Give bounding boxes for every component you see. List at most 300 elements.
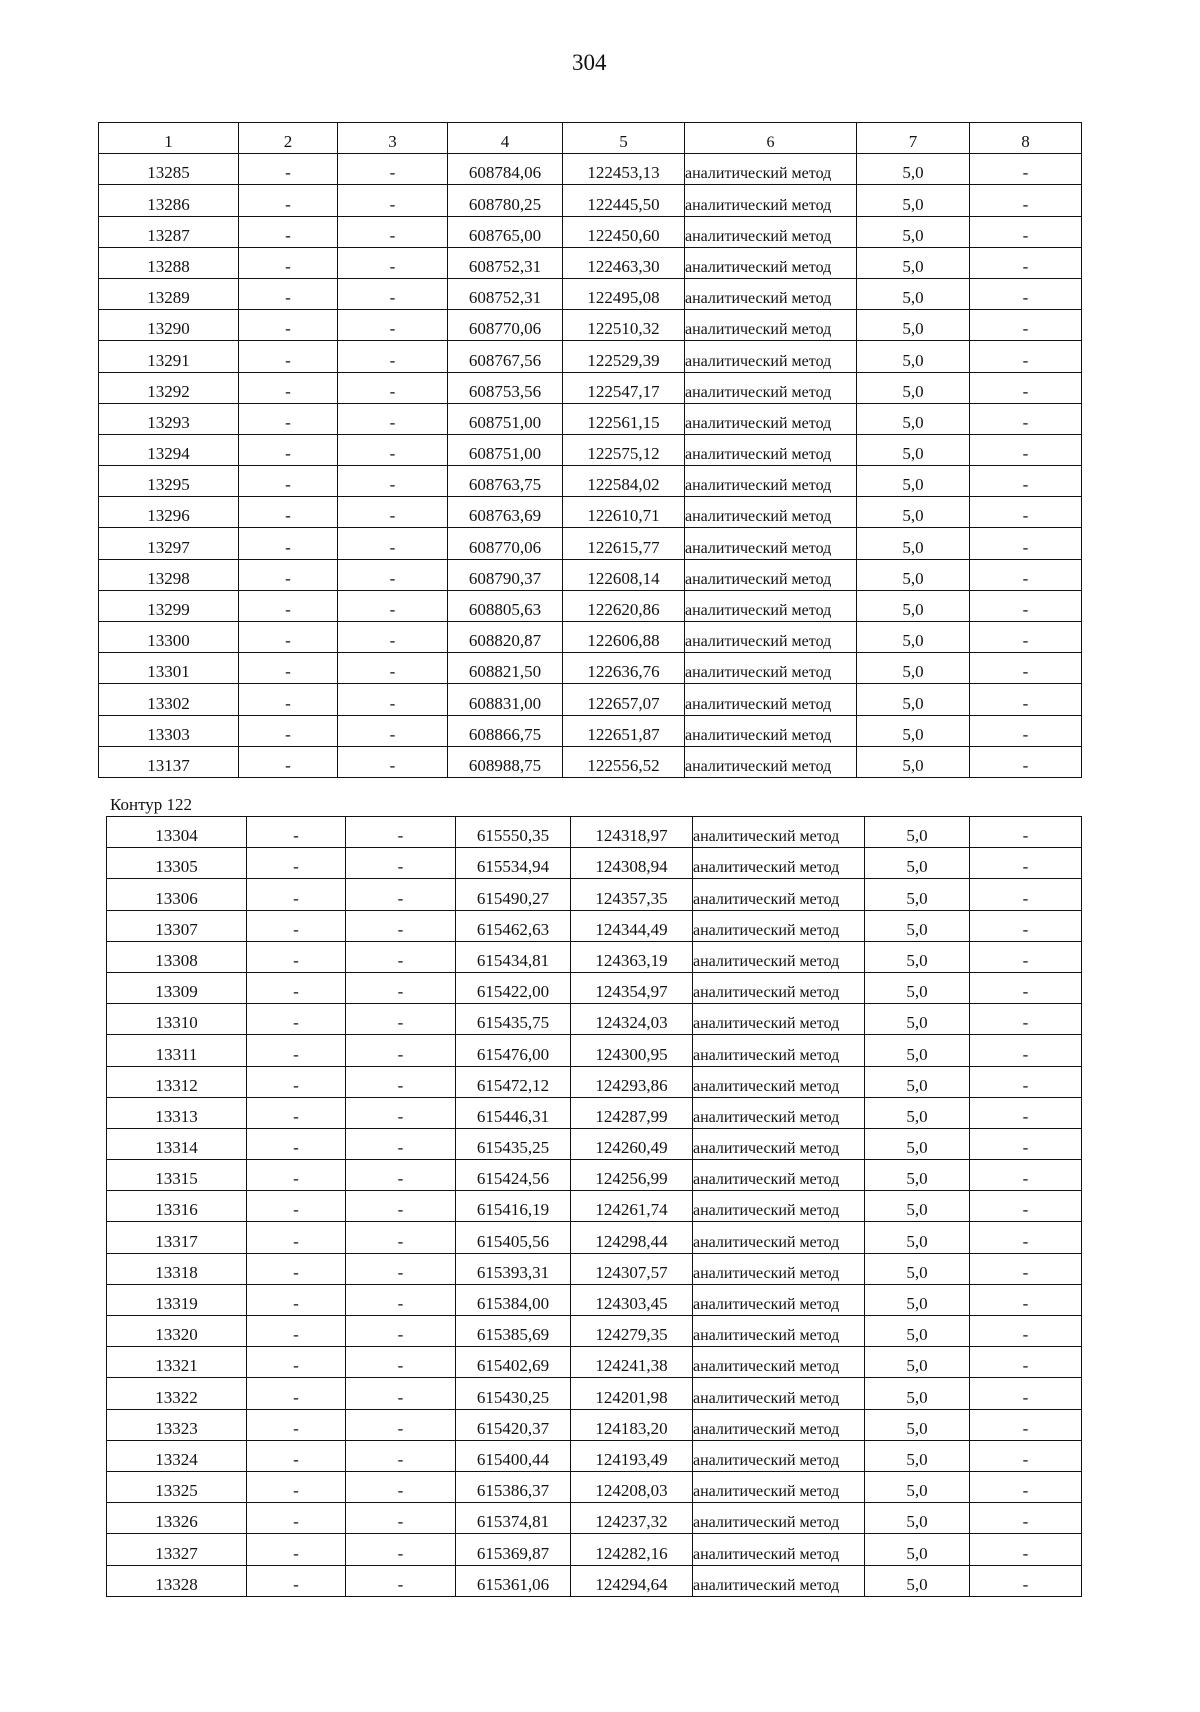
cell-col-2	[239, 216, 338, 247]
cell-col-8	[970, 1316, 1082, 1347]
cell-col-7	[857, 653, 970, 684]
cell-col-8	[970, 1004, 1082, 1035]
cell-col-4	[456, 1378, 571, 1409]
cell-col-1	[99, 684, 239, 715]
cell-col-3	[338, 372, 448, 403]
table-row	[107, 1347, 1082, 1378]
cell-value: аналитический метод	[685, 726, 832, 744]
cell-value: -	[293, 1574, 299, 1594]
cell-value: -	[285, 256, 291, 276]
table-row	[99, 590, 1082, 621]
cell-col-3	[338, 434, 448, 465]
cell-value: -	[397, 1512, 404, 1532]
cell-col-2	[247, 817, 346, 848]
cell-value: 615534,94	[476, 857, 550, 877]
cell-col-3	[346, 1128, 456, 1159]
cell-value: 5,0	[906, 1325, 928, 1345]
cell-value: аналитический метод	[693, 1327, 840, 1345]
cell-col-1	[107, 1565, 247, 1596]
cell-col-4	[456, 1440, 571, 1471]
cell-value: 608767,56	[468, 350, 542, 370]
cell-col-2	[247, 1503, 346, 1534]
cell-value: -	[293, 1044, 299, 1064]
cell-value: 608790,37	[468, 568, 542, 588]
cell-value: 5,0	[902, 319, 924, 339]
cell-col-6	[685, 653, 857, 684]
column-number: 8	[1021, 132, 1030, 152]
cell-value: -	[397, 1294, 404, 1313]
cell-value: аналитический метод	[685, 352, 832, 370]
cell-value: 615434,81	[476, 950, 550, 970]
cell-value: 615400,44	[476, 1449, 550, 1469]
cell-value: аналитический метод	[685, 633, 832, 651]
table-row	[107, 1035, 1082, 1066]
cell-col-1	[107, 1471, 247, 1502]
cell-value: 13318	[155, 1262, 198, 1282]
cell-value: -	[293, 1481, 299, 1501]
cell-col-7	[857, 154, 970, 185]
cell-col-5	[571, 1316, 693, 1347]
cell-value: 5,0	[902, 350, 924, 370]
cell-value: 608805,63	[468, 600, 542, 619]
cell-value: -	[285, 631, 291, 651]
cell-value: -	[285, 163, 291, 183]
cell-value: 615435,75	[476, 1013, 550, 1033]
cell-col-8	[970, 403, 1082, 434]
cell-value: 13308	[155, 950, 198, 970]
cell-col-8	[970, 372, 1082, 403]
cell-value: 615422,00	[476, 982, 550, 1002]
cell-value: 13294	[147, 444, 190, 464]
cell-col-1	[99, 247, 239, 278]
cell-value: -	[293, 1418, 299, 1438]
cell-value: аналитический метод	[693, 1171, 840, 1189]
cell-value: -	[1022, 1512, 1029, 1532]
cell-col-4	[456, 1503, 571, 1534]
cell-col-6	[693, 1347, 865, 1378]
cell-col-1	[99, 310, 239, 341]
cell-value: 13137	[147, 755, 190, 775]
cell-value: 615405,56	[476, 1231, 550, 1251]
cell-col-4	[448, 715, 563, 746]
cell-value: 5,0	[906, 1106, 928, 1126]
cell-value: -	[285, 350, 291, 370]
cell-col-2	[247, 1316, 346, 1347]
column-header-6	[685, 123, 857, 154]
cell-value: аналитический метод	[685, 321, 832, 339]
cell-col-1	[99, 154, 239, 185]
cell-col-5	[563, 590, 685, 621]
cell-col-5	[563, 216, 685, 247]
cell-col-5	[571, 1565, 693, 1596]
cell-col-8	[970, 247, 1082, 278]
cell-col-2	[239, 185, 338, 216]
cell-value: 122463,30	[587, 256, 660, 276]
cell-col-6	[693, 1284, 865, 1315]
cell-col-5	[571, 1191, 693, 1222]
cell-value: 124279,35	[595, 1325, 668, 1345]
cell-col-3	[338, 684, 448, 715]
cell-col-7	[857, 341, 970, 372]
cell-col-6	[693, 941, 865, 972]
cell-value: 124324,03	[595, 1013, 668, 1033]
cell-value: 124193,49	[595, 1449, 668, 1469]
cell-value: 608770,06	[468, 537, 542, 557]
cell-col-4	[456, 1128, 571, 1159]
cell-col-5	[571, 1440, 693, 1471]
cell-col-4	[456, 879, 571, 910]
cell-value: 13310	[155, 1013, 198, 1033]
cell-value: 122636,76	[587, 662, 660, 682]
cell-col-6	[685, 185, 857, 216]
cell-col-3	[346, 972, 456, 1003]
cell-col-6	[685, 466, 857, 497]
table-row	[107, 1097, 1082, 1128]
cell-value: -	[1022, 1294, 1029, 1313]
cell-col-5	[571, 1222, 693, 1253]
cell-value: -	[285, 724, 291, 744]
cell-value: 124357,35	[595, 888, 668, 908]
cell-col-7	[865, 1503, 970, 1534]
cell-value: -	[389, 412, 396, 432]
cell-col-1	[107, 879, 247, 910]
cell-value: 615369,87	[476, 1543, 550, 1563]
cell-col-8	[970, 1565, 1082, 1596]
cell-col-1	[99, 715, 239, 746]
cell-value: 5,0	[906, 1418, 928, 1438]
cell-col-4	[456, 817, 571, 848]
cell-value: -	[1022, 568, 1029, 588]
cell-col-8	[970, 715, 1082, 746]
cell-value: -	[285, 381, 291, 401]
cell-value: 13311	[155, 1044, 198, 1064]
cell-value: аналитический метод	[693, 890, 840, 908]
cell-col-8	[970, 466, 1082, 497]
cell-value: аналитический метод	[693, 1514, 840, 1532]
cell-value: 615446,31	[476, 1106, 550, 1126]
cell-value: -	[1022, 1325, 1029, 1345]
cell-value: -	[1022, 319, 1029, 339]
cell-col-6	[693, 1097, 865, 1128]
cell-col-6	[685, 528, 857, 559]
cell-value: 122529,39	[587, 350, 660, 370]
cell-col-6	[685, 497, 857, 528]
cell-value: 5,0	[906, 826, 928, 846]
cell-value: 5,0	[906, 1075, 928, 1095]
cell-value: 608763,75	[468, 475, 542, 495]
cell-col-1	[99, 497, 239, 528]
cell-col-3	[338, 497, 448, 528]
cell-value: -	[293, 857, 299, 877]
cell-value: 13288	[147, 256, 190, 276]
cell-value: аналитический метод	[685, 477, 832, 495]
cell-col-7	[865, 1378, 970, 1409]
cell-col-7	[865, 1284, 970, 1315]
cell-col-2	[239, 559, 338, 590]
cell-col-2	[239, 154, 338, 185]
cell-col-7	[857, 528, 970, 559]
cell-value: 5,0	[902, 381, 924, 401]
cell-value: -	[285, 444, 291, 464]
cell-value: аналитический метод	[685, 539, 832, 557]
cell-col-3	[338, 154, 448, 185]
cell-col-8	[970, 185, 1082, 216]
cell-value: -	[1022, 1574, 1029, 1594]
cell-col-1	[107, 1378, 247, 1409]
cell-value: 13309	[155, 982, 198, 1002]
cell-value: 13300	[147, 631, 190, 651]
cell-value: аналитический метод	[685, 165, 832, 183]
cell-value: 124344,49	[595, 919, 668, 939]
cell-col-8	[970, 1440, 1082, 1471]
cell-col-2	[239, 372, 338, 403]
cell-col-6	[693, 1222, 865, 1253]
table-row	[107, 1222, 1082, 1253]
cell-value: 5,0	[906, 1169, 928, 1189]
cell-col-7	[865, 1409, 970, 1440]
cell-col-5	[563, 403, 685, 434]
cell-col-3	[346, 1160, 456, 1191]
cell-value: -	[1022, 857, 1029, 877]
cell-col-8	[970, 1471, 1082, 1502]
cell-col-3	[338, 278, 448, 309]
cell-col-2	[247, 1440, 346, 1471]
cell-col-6	[685, 310, 857, 341]
table-row	[99, 684, 1082, 715]
cell-value: 5,0	[906, 982, 928, 1002]
cell-col-8	[970, 154, 1082, 185]
cell-col-8	[970, 817, 1082, 848]
cell-value: 608752,31	[468, 256, 542, 276]
cell-col-8	[970, 1503, 1082, 1534]
cell-col-1	[107, 941, 247, 972]
cell-value: -	[285, 225, 291, 245]
cell-col-1	[107, 1347, 247, 1378]
cell-value: 124300,95	[595, 1044, 668, 1064]
cell-col-1	[107, 1316, 247, 1347]
cell-col-7	[857, 185, 970, 216]
column-number: 2	[283, 132, 293, 152]
cell-value: аналитический метод	[693, 859, 840, 877]
contour-label: Контур 122	[110, 795, 193, 814]
cell-col-2	[247, 1253, 346, 1284]
cell-col-7	[857, 247, 970, 278]
cell-col-8	[970, 1035, 1082, 1066]
cell-value: -	[397, 1356, 404, 1376]
cell-col-4	[448, 434, 563, 465]
cell-value: -	[1022, 381, 1029, 401]
cell-col-5	[571, 1035, 693, 1066]
cell-col-2	[239, 434, 338, 465]
cell-value: -	[293, 1262, 299, 1282]
table-row	[99, 622, 1082, 653]
table-row	[107, 941, 1082, 972]
cell-col-8	[970, 341, 1082, 372]
cell-value: аналитический метод	[685, 446, 832, 464]
cell-col-3	[338, 403, 448, 434]
cell-col-3	[338, 622, 448, 653]
cell-col-7	[865, 1035, 970, 1066]
cell-col-4	[456, 848, 571, 879]
cell-value: 5,0	[902, 600, 924, 619]
cell-value: аналитический метод	[693, 921, 840, 939]
cell-col-3	[346, 1534, 456, 1565]
cell-col-4	[448, 590, 563, 621]
table-row	[107, 1534, 1082, 1565]
table-row	[99, 528, 1082, 559]
cell-value: -	[1022, 982, 1029, 1002]
cell-value: 13302	[147, 693, 190, 713]
cell-value: 5,0	[902, 256, 924, 276]
cell-col-5	[571, 1378, 693, 1409]
cell-col-4	[456, 1160, 571, 1191]
cell-value: 124208,03	[595, 1481, 668, 1501]
cell-value: -	[397, 919, 404, 939]
cell-value: -	[1022, 1449, 1029, 1469]
cell-value: 13327	[155, 1543, 198, 1563]
cell-col-3	[346, 1503, 456, 1534]
cell-value: -	[1022, 724, 1029, 744]
cell-col-6	[693, 1409, 865, 1440]
cell-value: 615416,19	[476, 1200, 550, 1220]
cell-value: 13315	[155, 1169, 198, 1189]
cell-col-3	[346, 1253, 456, 1284]
cell-col-1	[107, 1534, 247, 1565]
cell-value: -	[285, 506, 291, 526]
column-number: 1	[164, 132, 173, 152]
cell-col-3	[338, 310, 448, 341]
cell-value: 124183,20	[595, 1418, 668, 1438]
cell-col-7	[857, 590, 970, 621]
cell-col-5	[571, 1534, 693, 1565]
cell-value: -	[389, 475, 396, 495]
cell-col-2	[247, 879, 346, 910]
cell-value: 5,0	[906, 1512, 928, 1532]
cell-col-1	[107, 1409, 247, 1440]
cell-value: -	[1022, 1075, 1029, 1095]
cell-col-5	[571, 879, 693, 910]
cell-value: 5,0	[906, 1138, 928, 1158]
cell-col-1	[99, 622, 239, 653]
cell-value: 5,0	[902, 537, 924, 557]
cell-value: -	[1022, 1387, 1029, 1407]
cell-col-8	[970, 1222, 1082, 1253]
cell-col-7	[857, 278, 970, 309]
cell-value: -	[397, 1543, 404, 1563]
cell-col-5	[571, 1253, 693, 1284]
cell-value: аналитический метод	[693, 1140, 840, 1158]
cell-col-8	[970, 879, 1082, 910]
cell-col-6	[685, 622, 857, 653]
table-row	[99, 434, 1082, 465]
cell-col-1	[99, 559, 239, 590]
cell-value: аналитический метод	[685, 290, 832, 308]
cell-col-3	[338, 466, 448, 497]
table-row	[107, 1440, 1082, 1471]
cell-col-4	[456, 1534, 571, 1565]
cell-col-3	[338, 185, 448, 216]
cell-value: 13286	[147, 194, 190, 214]
table-row	[107, 1160, 1082, 1191]
cell-col-1	[107, 1160, 247, 1191]
cell-col-4	[448, 154, 563, 185]
cell-col-1	[99, 372, 239, 403]
cell-col-1	[107, 1440, 247, 1471]
cell-col-5	[571, 910, 693, 941]
page-number: 304	[572, 50, 607, 75]
cell-value: 615384,00	[476, 1294, 550, 1313]
cell-col-7	[865, 1128, 970, 1159]
cell-value: -	[1022, 826, 1029, 846]
cell-value: -	[389, 506, 396, 526]
cell-value: -	[1022, 444, 1029, 464]
table-row	[99, 310, 1082, 341]
table-row	[107, 848, 1082, 879]
table-row	[99, 247, 1082, 278]
cell-value: -	[1022, 662, 1029, 682]
cell-col-7	[865, 1222, 970, 1253]
cell-value: -	[397, 1138, 404, 1158]
cell-col-1	[99, 403, 239, 434]
cell-col-1	[107, 1035, 247, 1066]
cell-value: -	[397, 1106, 404, 1126]
cell-col-5	[571, 972, 693, 1003]
cell-value: -	[397, 857, 404, 877]
cell-value: -	[293, 1325, 299, 1345]
cell-value: -	[389, 631, 396, 651]
cell-value: 5,0	[902, 568, 924, 588]
cell-value: -	[285, 288, 291, 308]
cell-value: 124298,44	[595, 1231, 668, 1251]
cell-col-1	[99, 653, 239, 684]
cell-value: аналитический метод	[693, 1483, 840, 1501]
cell-col-4	[456, 1035, 571, 1066]
cell-col-5	[571, 1347, 693, 1378]
cell-col-5	[571, 941, 693, 972]
cell-col-3	[338, 528, 448, 559]
cell-col-3	[346, 1004, 456, 1035]
cell-value: 615361,06	[476, 1574, 550, 1594]
column-header-5	[563, 123, 685, 154]
cell-value: 615550,35	[476, 826, 550, 846]
cell-col-6	[693, 1191, 865, 1222]
cell-value: -	[293, 1013, 299, 1033]
cell-col-6	[693, 1066, 865, 1097]
cell-value: -	[1022, 1106, 1029, 1126]
cell-value: -	[389, 600, 396, 619]
cell-value: 13298	[147, 568, 190, 588]
cell-col-2	[247, 1471, 346, 1502]
cell-value: -	[397, 1262, 404, 1282]
cell-col-4	[456, 1316, 571, 1347]
cell-value: 124363,19	[595, 950, 668, 970]
cell-col-7	[857, 466, 970, 497]
cell-value: -	[293, 1356, 299, 1376]
cell-col-3	[338, 715, 448, 746]
cell-value: 5,0	[906, 919, 928, 939]
cell-value: аналитический метод	[693, 1015, 840, 1033]
cell-col-7	[857, 372, 970, 403]
cell-value: 608821,50	[468, 662, 542, 682]
cell-col-7	[857, 684, 970, 715]
cell-value: 5,0	[906, 1200, 928, 1220]
cell-col-5	[563, 372, 685, 403]
cell-col-2	[239, 528, 338, 559]
cell-col-4	[448, 247, 563, 278]
cell-col-6	[693, 1378, 865, 1409]
cell-col-3	[346, 879, 456, 910]
cell-col-1	[99, 746, 239, 777]
